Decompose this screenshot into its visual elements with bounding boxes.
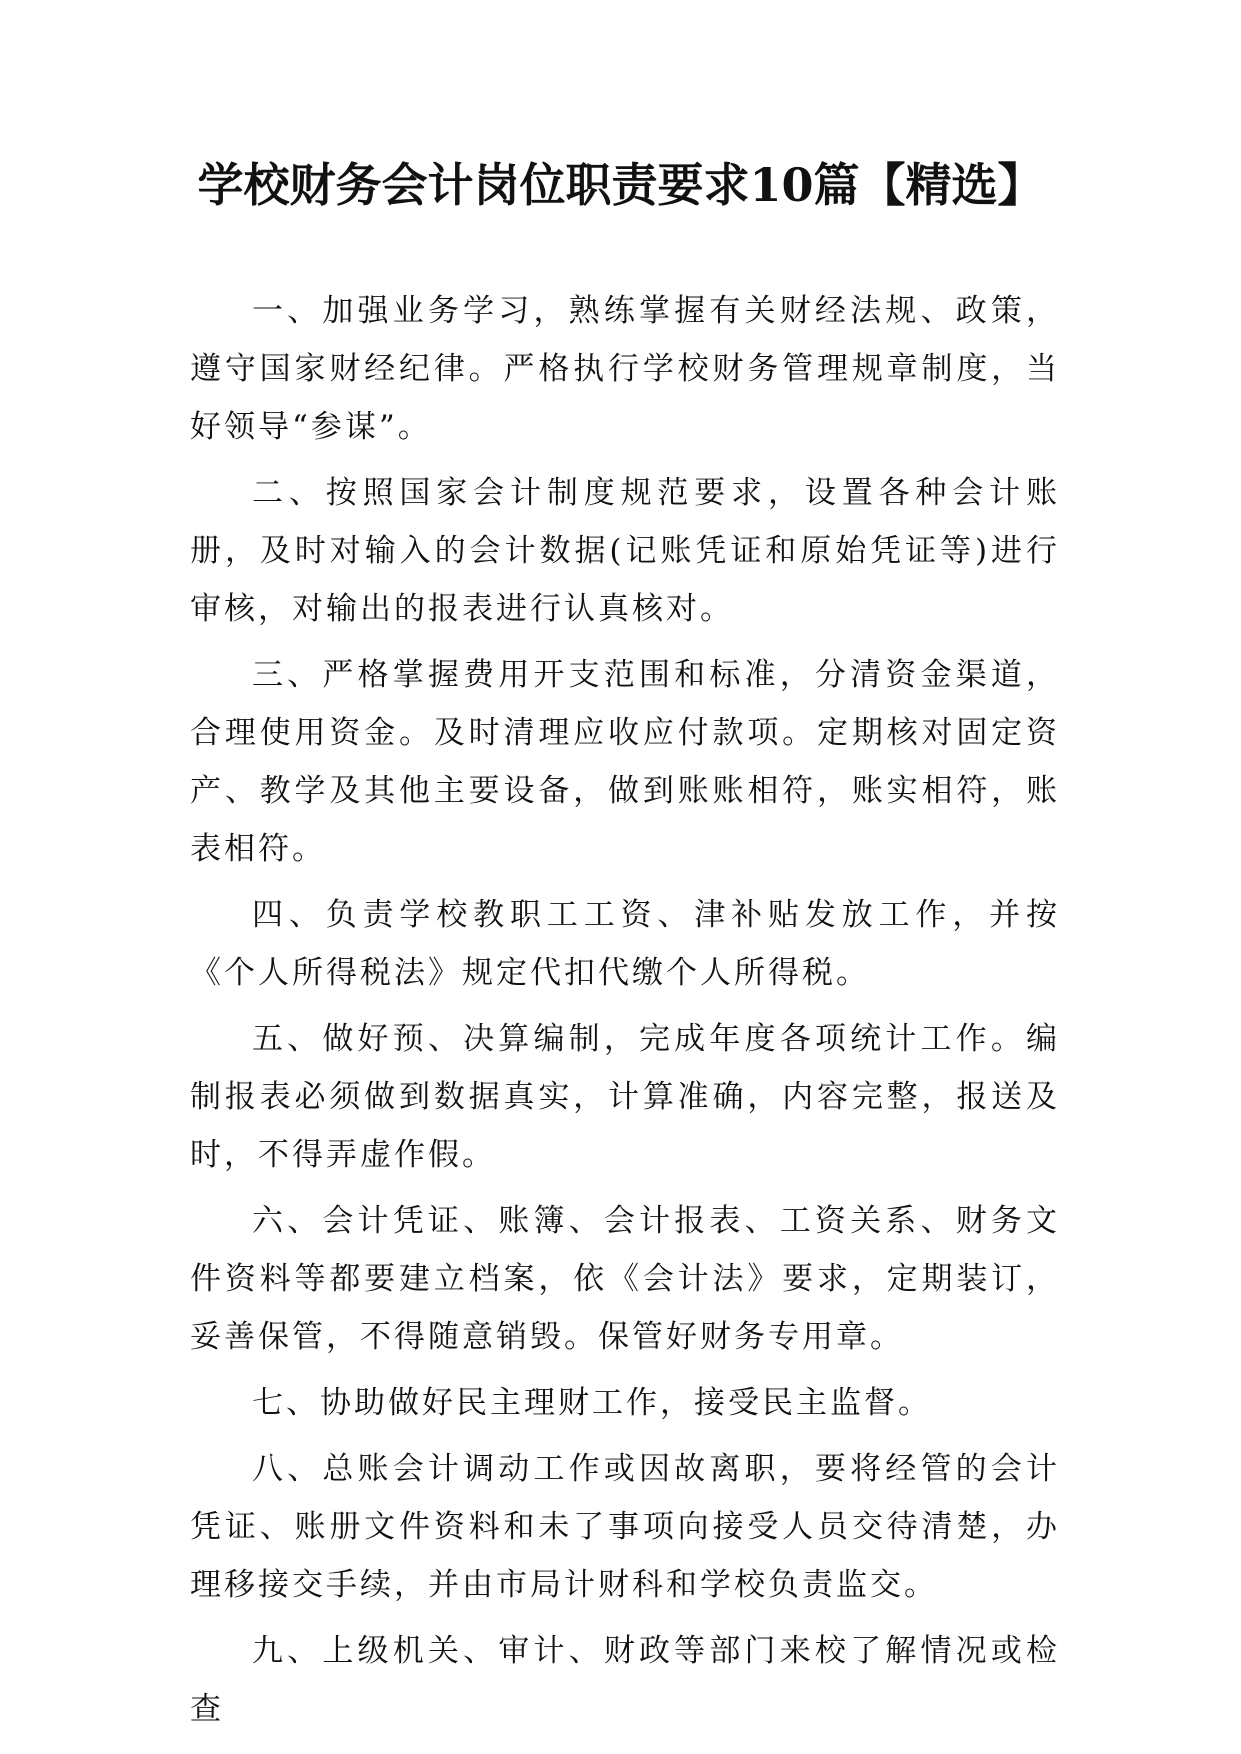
paragraph-1: 一、加强业务学习，熟练掌握有关财经法规、政策，遵守国家财经纪律。严格执行学校财务管理规章制度，当好领导“参谋”。 <box>190 293 1060 445</box>
paragraph-9: 九、上级机关、审计、财政等部门来校了解情况或检查 <box>190 1633 1060 1727</box>
paragraph-6: 六、会计凭证、账簿、会计报表、工资关系、财务文件资料等都要建立档案，依《会计法》要求，定期装订，妥善保管，不得随意销毁。保管好财务专用章。 <box>190 1203 1060 1355</box>
paragraph-5: 五、做好预、决算编制，完成年度各项统计工作。编制报表必须做到数据真实，计算准确，内容完整，报送及时，不得弄虚作假。 <box>190 1021 1060 1173</box>
paragraph-4: 四、负责学校教职工工资、津补贴发放工作，并按《个人所得税法》规定代扣代缴个人所得税。 <box>190 897 1060 991</box>
paragraph-8: 八、总账会计调动工作或因故离职，要将经管的会计凭证、账册文件资料和未了事项向接受人员交待清楚，办理移接交手续，并由市局计财科和学校负责监交。 <box>190 1451 1060 1603</box>
paragraph-3: 三、严格掌握费用开支范围和标准，分清资金渠道，合理使用资金。及时清理应收应付款项。定期核对固定资产、教学及其他主要设备，做到账账相符，账实相符，账表相符。 <box>190 657 1060 867</box>
document-body <box>190 282 1060 1746</box>
paragraph-2: 二、按照国家会计制度规范要求，设置各种会计账册，及时对输入的会计数据(记账凭证和原始凭证等)进行审核，对输出的报表进行认真核对。 <box>190 475 1060 627</box>
document-title: 学校财务会计岗位职责要求10篇【精选】 <box>197 158 1044 212</box>
paragraph-7: 七、协助做好民主理财工作，接受民主监督。 <box>252 1385 932 1421</box>
